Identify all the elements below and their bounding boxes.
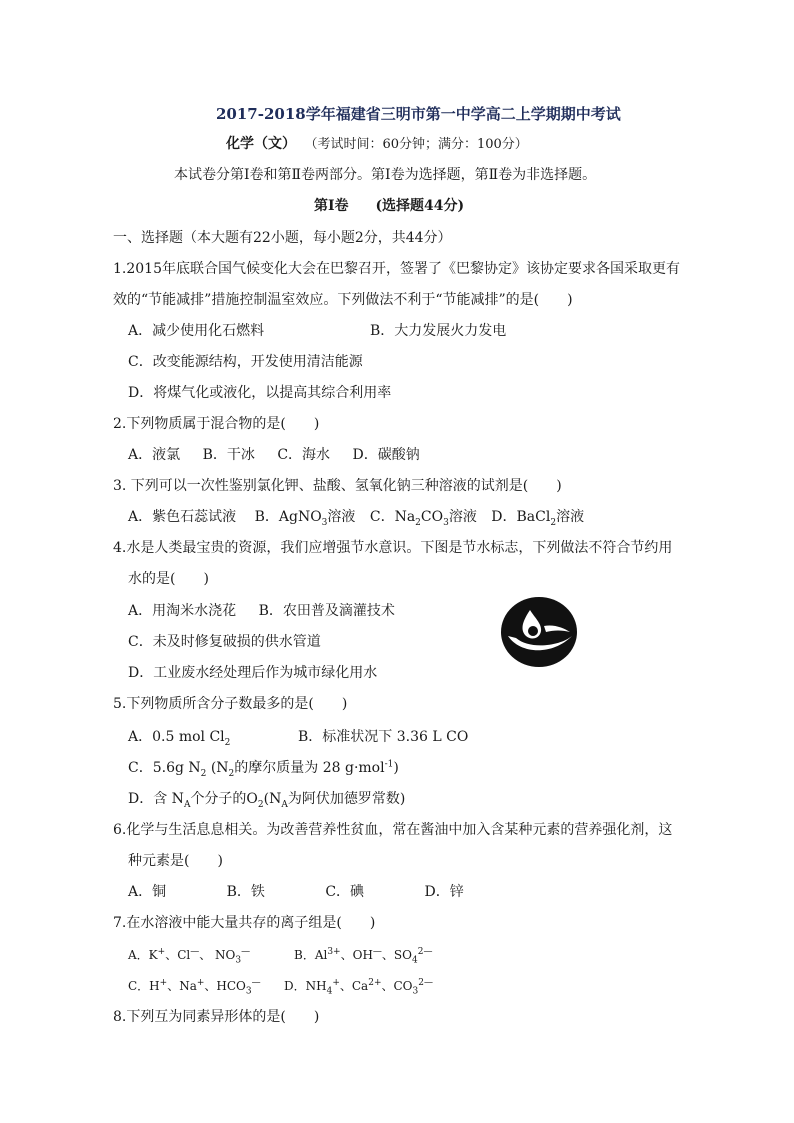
q1-stem-line2: 效的“节能减排”措施控制温室效应。下列做法不利于“节能减排”的是( )	[113, 292, 573, 308]
q3-option-a: A．紫色石蕊试液	[128, 509, 237, 525]
q1-option-b: B．大力发展火力发电	[370, 323, 507, 339]
q4-option-d: D．工业废水经处理后作为城市绿化用水	[128, 665, 378, 681]
exam-intro: 本试卷分第Ⅰ卷和第Ⅱ卷两部分。第Ⅰ卷为选择题，第Ⅱ卷为非选择题。	[174, 167, 597, 183]
q2-option-b: B．干冰	[202, 447, 255, 463]
q6-option-b: B．铁	[226, 884, 265, 900]
water-saving-logo-icon	[500, 596, 578, 668]
q2-options	[128, 445, 420, 465]
q3-stem: 3. 下列可以一次性鉴别氯化钾、盐酸、氢氧化钠三种溶液的试剂是( )	[113, 478, 562, 494]
q5-option-d: D．含 $N_A$个分子的$O_2(N_A$为阿伏加德罗常数)	[128, 791, 406, 810]
exam-title: 2017-2018学年福建省三明市第一中学高二上学期期中考试	[216, 105, 621, 123]
q6-option-c: C．碘	[325, 884, 365, 900]
q7-option-b: B．$Al^{3+}$、OH—、$SO_4^{2—}$	[294, 947, 433, 966]
exam-info: （考试时间：60分钟；满分：100分）	[304, 137, 528, 152]
q1-stem-line1: 1.2015年底联合国气候变化大会在巴黎召开，签署了《巴黎协定》该协定要求各国采取更有	[113, 261, 680, 277]
exam-subject: 化学（文）	[226, 136, 296, 152]
q2-option-c: C．海水	[277, 447, 331, 463]
part-label: 第Ⅰ卷	[314, 198, 349, 214]
exam-subject-line	[226, 134, 528, 155]
q1-option-c: C．改变能源结构，开发使用清洁能源	[128, 354, 363, 370]
q3-option-b: B．AgNO$_3$溶液	[254, 509, 356, 528]
q5-option-c: C．5.6g $N_2$ ($N_2$的摩尔质量为 28 g·mol$^{-1}$)	[128, 759, 399, 779]
q4-stem-line2: 水的是( )	[128, 571, 209, 587]
section-heading: 一、选择题（本大题有22小题，每小题2分，共44分）	[113, 230, 452, 246]
q5-stem: 5.下列物质所含分子数最多的是( )	[113, 696, 348, 712]
q6-option-a: A．铜	[128, 884, 167, 900]
q3-option-d: D．BaCl$_2$溶液	[491, 509, 585, 528]
q8-stem: 8.下列互为同素异形体的是( )	[113, 1009, 320, 1025]
q2-option-a: A．液氯	[128, 447, 181, 463]
q5-option-b: B．标准状况下 3.36 L CO	[298, 729, 469, 745]
q7-stem: 7.在水溶液中能大量共存的离子组是( )	[113, 915, 376, 931]
q2-option-d: D．碳酸钠	[352, 447, 420, 463]
q1-option-d: D．将煤气化或液化，以提高其综合利用率	[128, 385, 392, 401]
q2-stem: 2.下列物质属于混合物的是( )	[113, 416, 320, 432]
q4-options-ab	[128, 601, 395, 621]
q4-option-b: B．农田普及滴灌技术	[258, 603, 395, 619]
q3-options	[128, 507, 584, 527]
q5-option-a: A．0.5 mol $Cl_2$	[128, 729, 231, 748]
q4-option-c: C．未及时修复破损的供水管道	[128, 634, 321, 650]
q1-option-a: A．减少使用化石燃料	[128, 323, 265, 339]
q6-options	[128, 882, 464, 902]
part-desc: (选择题44分)	[375, 198, 465, 214]
q3-option-c: C．$Na_2CO_3$溶液	[369, 509, 477, 528]
q7-option-c: C．H+、Na+、$HCO_3^—$	[128, 978, 261, 997]
q6-stem-line2: 种元素是( )	[128, 853, 223, 869]
q6-stem-line1: 6.化学与生活息息相关。为改善营养性贫血，常在酱油中加入含某种元素的营养强化剂，这	[113, 822, 673, 838]
part-heading	[314, 196, 464, 216]
q6-option-d: D．锌	[424, 884, 464, 900]
q7-option-d: D．$NH_4^+$、$Ca^{2+}$、$CO_3^{2—}$	[284, 978, 433, 997]
q4-stem-line1: 4.水是人类最宝贵的资源，我们应增强节水意识。下图是节水标志，下列做法不符合节约用	[113, 540, 673, 556]
q4-option-a: A．用淘米水浇花	[128, 603, 237, 619]
q7-option-a: A．K+、Cl—、 $NO_3^—$	[128, 947, 251, 966]
